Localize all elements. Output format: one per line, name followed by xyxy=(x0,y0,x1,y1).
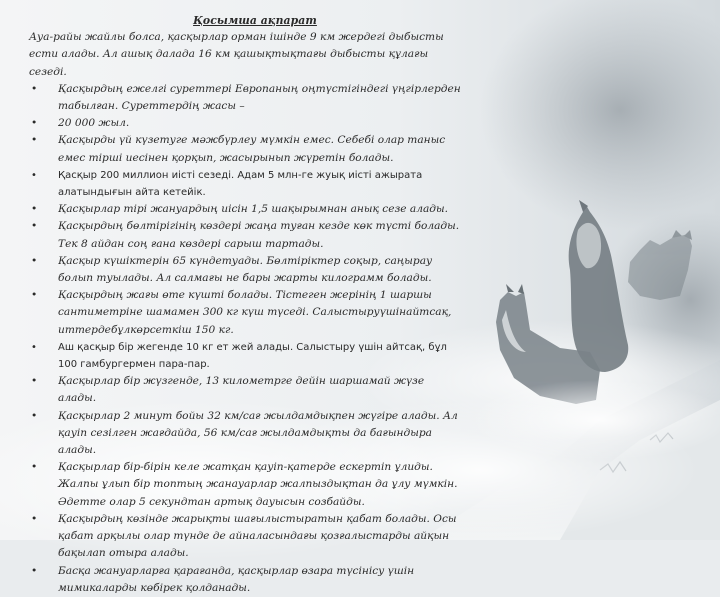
list-item: • Қасқырдың ежелгі суреттері Европаның оңтүстігіндегі үңгірлерден табылған. Суреттердің жасы – xyxy=(29,81,461,115)
list-item: • Қасқырдың бөлтірігінің көздері жаңа туған кезде көк түсті болады. Тек 8 айдан соң ғана көздері сарыш тартады. xyxy=(29,218,461,252)
list-item: • Қасқырлар 2 минут бойы 32 км/сағ жылдамдықпен жүгіре алады. Ал қауіп сезілген жағдайда, 56 км/сағ жылдамдықты да бағындыра алады. xyxy=(29,408,461,460)
list-item: • Қасқырлар бір-бірін келе жатқан қауіп-қатерде ескертіп ұлиды. Жалпы ұлып бір топтың жанауарлар жалпыздықтан да ұлу мүмкін. Әдетте олар 5 секундтан артық дауысын созбайды. xyxy=(29,459,461,511)
list-item: • Басқа жануарларға қарағанда, қасқырлар өзара түсінісу үшін мимикаларды көбірек қолданады. xyxy=(29,563,461,597)
list-item: • Қасқырлар тірі жануардың иісін 1,5 шақырымнан анық сезе алады. xyxy=(29,201,461,218)
page-title: Қосымша ақпарат xyxy=(193,14,317,27)
intro-paragraph: Ауа-райы жайлы болса, қасқырлар орман ішінде 9 км жердегі дыбысты ести алады. Ал ашық далада 16 км қашықтықтағы дыбысты құлағы сезеді. xyxy=(29,31,444,78)
facts-list xyxy=(29,81,461,597)
list-item: • Аш қасқыр бір жегенде 10 кг ет жей алады. Салыстыру үшін айтсақ, бұл 100 гамбургермен пара-пар. xyxy=(29,339,461,373)
list-item: • Қасқыр күшіктерін 65 күндетуады. Бөлтіріктер соқыр, саңырау болып туылады. Ал салмағы не бары жарты килограмм болады. xyxy=(29,253,461,287)
list-item: • Қасқырдың көзінде жарықты шағылыстыратын қабат болады. Осы қабат арқылы олар түнде де айналасындағы қозғалыстарды айқын бақылап отыра алады. xyxy=(29,511,461,563)
list-item: • Қасқырды үй күзетуге мәжбүрлеу мүмкін емес. Себебі олар таныс емес тірші иесінен қорқып, жасырынып жүретін болады. xyxy=(29,132,461,166)
list-item: • Қасқыр 200 миллион иісті сезеді. Адам 5 млн-ге жуық иісті ажырата алатындығын айта кетейік. xyxy=(29,167,461,201)
list-item: • Қасқырдың жағы өте күшті болады. Тістеген жерінің 1 шаршы сантиметріне шамамен 300 кг күш түседі. Салыстыруүшінайтсақ, иттердебұлкөрсеткіш 150 кг. xyxy=(29,287,461,339)
list-item: • Қасқырлар бір жүзгенде, 13 километрге дейін шаршамай жүзе алады. xyxy=(29,373,461,407)
list-item: • 20 000 жыл. xyxy=(29,115,461,132)
text-content xyxy=(29,12,461,597)
